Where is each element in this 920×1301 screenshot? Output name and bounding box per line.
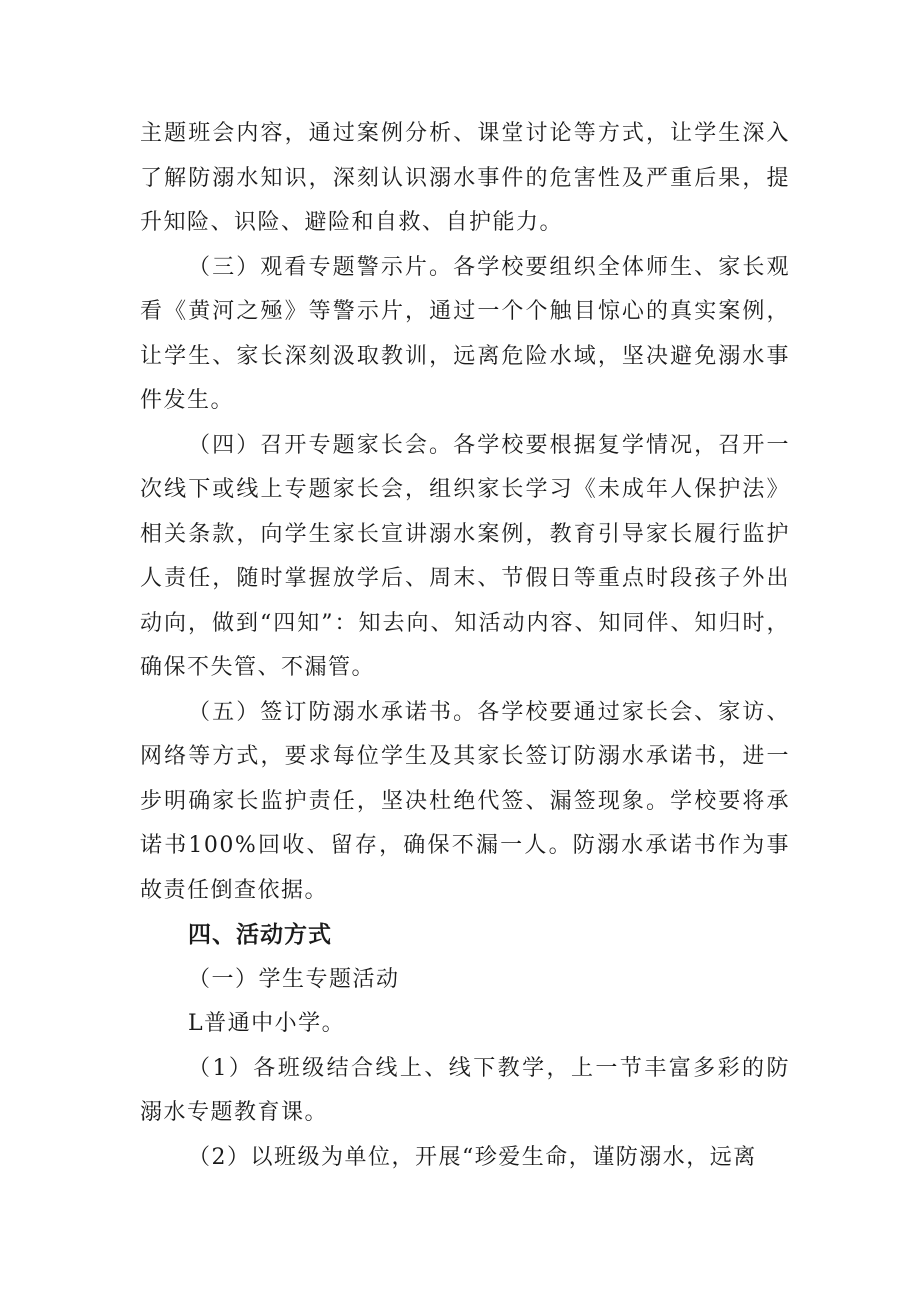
paragraph-theme-meeting-continued: 主题班会内容，通过案例分析、课堂讨论等方式，让学生深入了解防溺水知识，深刻认识溺水事件的危害性及严重后果，提升知险、识险、避险和自救、自护能力。 [140, 121, 790, 235]
item-2-class-activity: （2）以班级为单位，开展“珍爱生命，谨防溺水，远离 [188, 1144, 757, 1170]
section-heading-activity-methods: 四、活动方式 [188, 922, 332, 948]
document-body [140, 112, 790, 1180]
paragraph-parent-meeting: （四）召开专题家长会。各学校要根据复学情况，召开一次线下或线上专题家长会，组织家长学习《未成年人保护法》相关条款，向学生家长宣讲溺水案例，教育引导家长履行监护人责任，随时掌握放学后、周末、节假日等重点时段孩子外出动向，做到“四知”：知去向、知活动内容、知同伴、知归时，确保不失管、不漏管。 [140, 432, 790, 680]
item-1-education-class: （1）各班级结合线上、线下教学，上一节丰富多彩的防溺水专题教育课。 [140, 1055, 790, 1125]
paragraph-watch-warning-film: （三）观看专题警示片。各学校要组织全体师生、家长观看《黄河之殛》等警示片，通过一个个触目惊心的真实案例，让学生、家长深刻汲取教训，远离危险水域，坚决避免溺水事件发生。 [140, 254, 790, 413]
paragraph-sign-pledge: （五）签订防溺水承诺书。各学校要通过家长会、家访、网络等方式，要求每位学生及其家长签订防溺水承诺书，进一步明确家长监护责任，坚决杜绝代签、漏签现象。学校要将承诺书100%回收、留存，确保不漏一人。防溺水承诺书作为事故责任倒查依据。 [140, 699, 790, 903]
item-primary-secondary-schools: L普通中小学。 [188, 1011, 346, 1036]
subheading-student-activities: （一）学生专题活动 [188, 966, 400, 992]
